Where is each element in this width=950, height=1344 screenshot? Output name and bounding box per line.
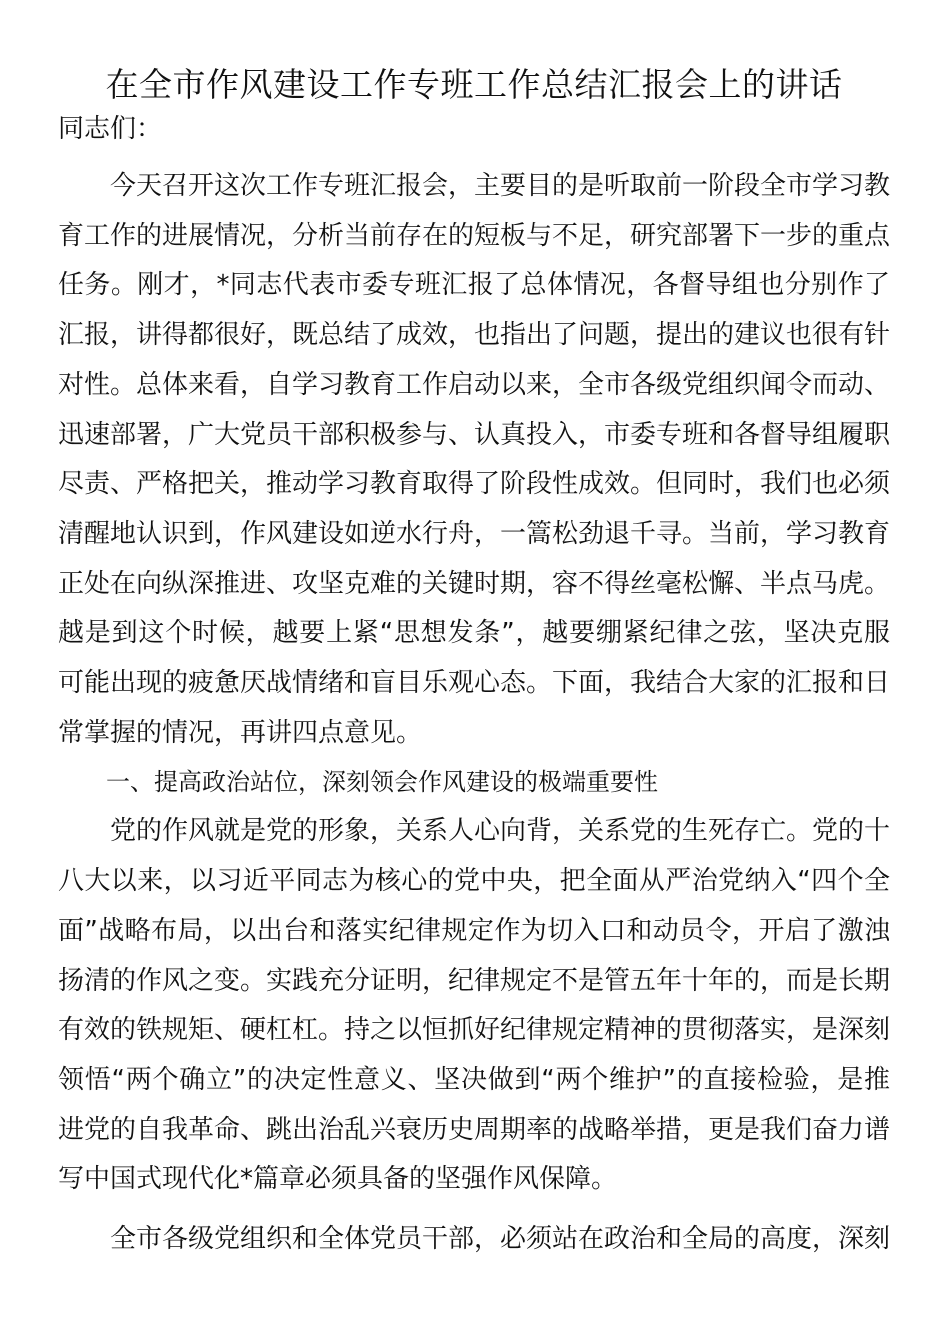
greeting: 同志们： (58, 114, 163, 144)
intro-paragraph: 今天召开这次工作专班汇报会，主要目的是听取前一阶段全市学习教育工作的进展情况，分析当前存在的短板与不足，研究部署下一步的重点任务。刚才，*同志代表市委专班汇报了总体情况，各督导组也分别作了汇报，讲得都很好，既总结了成效，也指出了问题，提出的建议也很有针对性。总体来看，自学习教育工作启动以来，全市各级党组织闻令而动、迅速部署，广大党员干部积极参与、认真投入，市委专班和各督导组履职尽责、严格把关，推动学习教育取得了阶段性成效。但同时，我们也必须清醒地认识到，作风建设如逆水行舟，一篙松劲退千寻。当前，学习教育正处在向纵深推进、攻坚克难的关键时期，容不得丝毫松懈、半点马虎。越是到这个时候，越要上紧“思想发条”，越要绷紧纪律之弦，坚决克服可能出现的疲惫厌战情绪和盲目乐观心态。下面，我结合大家的汇报和日常掌握的情况，再讲四点意见。 (58, 171, 891, 748)
section-paragraph: 全市各级党组织和全体党员干部，必须站在政治和全局的高度，深刻 (110, 1224, 891, 1255)
section-heading: 一、提高政治站位，深刻领会作风建设的极端重要性 (106, 768, 658, 797)
section-paragraph: 党的作风就是党的形象，关系人心向背，关系党的生死存亡。党的十八大以来，以习近平同志为核心的党中央，把全面从严治党纳入“四个全面”战略布局，以出台和落实纪律规定作为切入口和动员令，开启了激浊扬清的作风之变。实践充分证明，纪律规定不是管五年十年的，而是长期有效的铁规矩、硬杠杠。持之以恒抓好纪律规定精神的贯彻落实，是深刻领悟“两个确立”的决定性意义、坚决做到“两个维护”的直接检验，是推进党的自我革命、跳出治乱兴衰历史周期率的战略举措，更是我们奋力谱写中国式现代化*篇章必须具备的坚强作风保障。 (58, 816, 891, 1195)
document-title: 在全市作风建设工作专班工作总结汇报会上的讲话 (105, 65, 843, 104)
